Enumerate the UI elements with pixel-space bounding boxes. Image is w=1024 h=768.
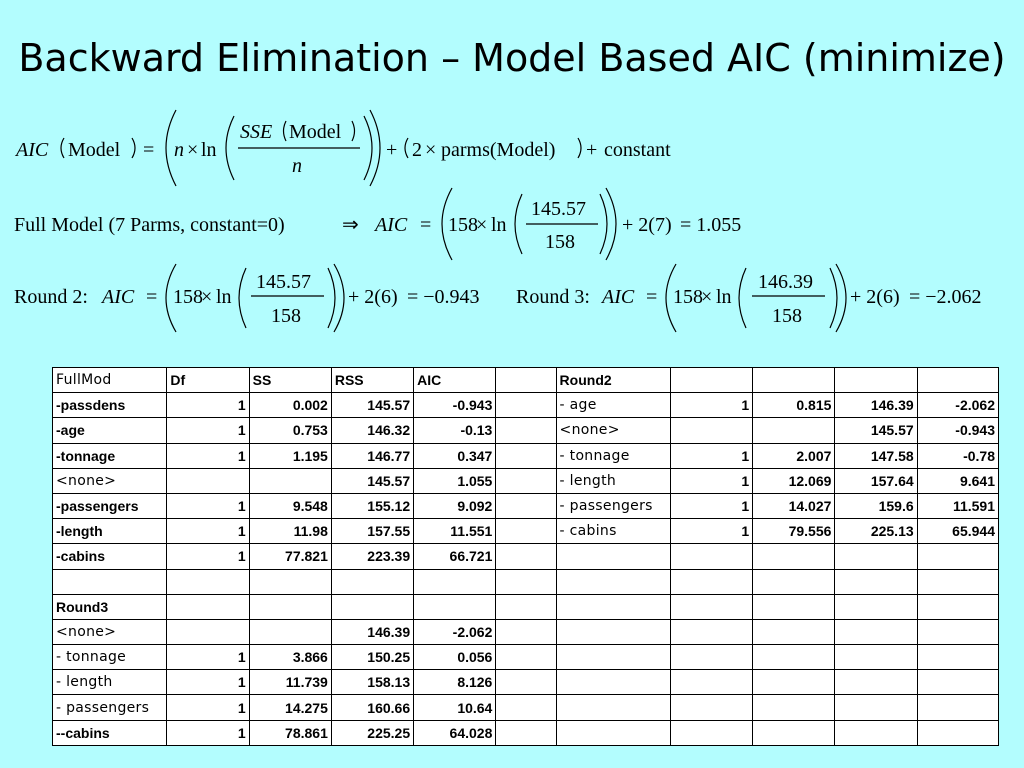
table-row — [53, 695, 999, 720]
round2-denominator: 158 — [271, 305, 301, 327]
table-cell — [917, 544, 998, 569]
table-cell — [670, 418, 752, 443]
table-cell — [496, 544, 556, 569]
table-cell — [835, 695, 917, 720]
table-cell: 1 — [167, 695, 249, 720]
table-cell — [917, 670, 998, 695]
table-cell: 14.027 — [753, 493, 835, 518]
table-cell: FullMod — [53, 368, 167, 393]
table-cell: 1 — [167, 720, 249, 745]
times-sign-2: × — [425, 139, 437, 161]
implies-arrow: ⇒ — [342, 214, 359, 236]
table-cell: SS — [249, 368, 331, 393]
round3-ln: ln — [716, 286, 732, 308]
sse-arg: Model — [289, 121, 342, 143]
table-cell: 12.069 — [753, 468, 835, 493]
table-cell — [670, 645, 752, 670]
table-cell: 146.39 — [835, 393, 917, 418]
table-cell: 157.64 — [835, 468, 917, 493]
table-cell — [917, 619, 998, 644]
table-cell — [753, 368, 835, 393]
table-cell — [835, 619, 917, 644]
table-cell: 158.13 — [331, 670, 413, 695]
aic-results-table — [52, 367, 999, 746]
full-model-equation — [14, 188, 741, 260]
table-cell: 150.25 — [331, 645, 413, 670]
plus-sign-2: + — [586, 139, 598, 161]
table-cell — [753, 544, 835, 569]
full-times: × — [476, 214, 488, 236]
table-cell — [496, 594, 556, 619]
table-row — [53, 519, 999, 544]
table-cell — [496, 569, 556, 594]
table-cell — [835, 720, 917, 745]
plus-sign: + — [386, 139, 398, 161]
round2-result: = −0.943 — [407, 286, 480, 308]
table-cell — [670, 368, 752, 393]
table-cell: - tonnage — [556, 443, 670, 468]
table-cell: 160.66 — [331, 695, 413, 720]
full-ln: ln — [491, 214, 507, 236]
table-cell: 78.861 — [249, 720, 331, 745]
table-cell: 146.39 — [331, 619, 413, 644]
table-cell: --cabins — [53, 720, 167, 745]
table-cell — [835, 594, 917, 619]
full-equals: = — [420, 214, 432, 236]
table-cell: <none> — [556, 418, 670, 443]
table-cell: 65.944 — [917, 519, 998, 544]
slide-title: Backward Elimination – Model Based AIC (minimize) — [18, 36, 1006, 80]
table-cell: 14.275 — [249, 695, 331, 720]
table-cell: -0.78 — [917, 443, 998, 468]
table-row — [53, 645, 999, 670]
full-numerator: 145.57 — [531, 198, 586, 220]
round2-coef: 158 — [173, 286, 203, 308]
table-cell: 1 — [167, 544, 249, 569]
round2-label: Round 2: — [14, 286, 88, 308]
round3-aic-symbol: AIC — [602, 286, 635, 308]
table-cell: 77.821 — [249, 544, 331, 569]
table-cell — [835, 544, 917, 569]
aic-symbol: AIC — [16, 139, 49, 161]
denominator-n: n — [292, 155, 302, 177]
table-cell: RSS — [331, 368, 413, 393]
table-cell — [917, 594, 998, 619]
table-cell — [249, 619, 331, 644]
table-cell — [753, 645, 835, 670]
round2-times: × — [201, 286, 213, 308]
table-cell — [556, 645, 670, 670]
table-cell: 225.13 — [835, 519, 917, 544]
full-penalty: + 2(7) — [622, 214, 672, 236]
table-cell — [753, 695, 835, 720]
aic-equations — [0, 0, 1024, 360]
table-cell: -cabins — [53, 544, 167, 569]
table-cell: 0.347 — [414, 443, 496, 468]
table-cell: -0.943 — [917, 418, 998, 443]
table-cell: Round3 — [53, 594, 167, 619]
table-cell — [496, 645, 556, 670]
table-cell: 1 — [670, 519, 752, 544]
round3-penalty: + 2(6) — [850, 286, 900, 308]
table-cell — [249, 468, 331, 493]
table-cell: 1 — [167, 519, 249, 544]
table-cell — [496, 670, 556, 695]
table-cell — [496, 519, 556, 544]
table-cell — [753, 418, 835, 443]
table-cell: 0.753 — [249, 418, 331, 443]
n-symbol: n — [174, 139, 184, 161]
round2-ln: ln — [216, 286, 232, 308]
table-cell: 1 — [670, 493, 752, 518]
table-cell: 2.007 — [753, 443, 835, 468]
table-cell — [670, 695, 752, 720]
table-cell: 146.32 — [331, 418, 413, 443]
table-cell — [496, 695, 556, 720]
table-cell: 1 — [167, 645, 249, 670]
table-cell: 9.548 — [249, 493, 331, 518]
table-cell: Df — [167, 368, 249, 393]
table-row — [53, 619, 999, 644]
round3-denominator: 158 — [772, 305, 802, 327]
table-cell: -2.062 — [917, 393, 998, 418]
table-cell — [496, 493, 556, 518]
table-cell: -0.13 — [414, 418, 496, 443]
table-cell — [167, 594, 249, 619]
table-cell — [917, 645, 998, 670]
table-cell: 1 — [167, 393, 249, 418]
table-row — [53, 443, 999, 468]
table-cell — [167, 468, 249, 493]
table-cell — [556, 544, 670, 569]
round3-coef: 158 — [673, 286, 703, 308]
table-cell: 11.591 — [917, 493, 998, 518]
table-cell: 11.739 — [249, 670, 331, 695]
parms-model: parms(Model) — [441, 139, 556, 161]
table-cell — [835, 569, 917, 594]
table-cell: 11.551 — [414, 519, 496, 544]
table-cell — [917, 368, 998, 393]
round3-numerator: 146.39 — [758, 271, 813, 293]
table-row — [53, 670, 999, 695]
table-cell — [753, 720, 835, 745]
full-aic-symbol: AIC — [375, 214, 408, 236]
table-cell — [249, 594, 331, 619]
table-cell — [496, 393, 556, 418]
table-cell — [835, 645, 917, 670]
table-cell: 1 — [670, 468, 752, 493]
general-aic-formula — [14, 110, 671, 186]
table-row — [53, 418, 999, 443]
constant-term: constant — [604, 139, 671, 161]
full-denominator: 158 — [545, 231, 575, 253]
table-cell — [496, 720, 556, 745]
table-cell — [835, 670, 917, 695]
table-cell: 225.25 — [331, 720, 413, 745]
sse-symbol: SSE — [240, 121, 273, 143]
table-cell: - cabins — [556, 519, 670, 544]
table-cell: 157.55 — [331, 519, 413, 544]
table-cell: 9.641 — [917, 468, 998, 493]
table-cell — [331, 569, 413, 594]
table-cell — [670, 619, 752, 644]
round3-result: = −2.062 — [909, 286, 982, 308]
table-cell — [917, 720, 998, 745]
table-cell — [670, 569, 752, 594]
table-cell: -passengers — [53, 493, 167, 518]
table-cell — [249, 569, 331, 594]
table-cell — [414, 594, 496, 619]
table-cell — [496, 368, 556, 393]
table-cell — [496, 468, 556, 493]
round2-equation — [14, 264, 480, 332]
two: 2 — [412, 139, 422, 161]
table-cell: -age — [53, 418, 167, 443]
full-result: = 1.055 — [680, 214, 742, 236]
table-cell: -2.062 — [414, 619, 496, 644]
table-cell — [670, 720, 752, 745]
table-cell: AIC — [414, 368, 496, 393]
table-cell — [556, 695, 670, 720]
full-model-label: Full Model (7 Parms, constant=0) — [14, 214, 285, 236]
table-cell: 1 — [167, 493, 249, 518]
table-cell — [331, 594, 413, 619]
table-cell — [53, 569, 167, 594]
table-cell: - age — [556, 393, 670, 418]
table-cell: 1 — [670, 443, 752, 468]
table-cell: 0.056 — [414, 645, 496, 670]
table-cell: 1.195 — [249, 443, 331, 468]
round3-label: Round 3: — [516, 286, 590, 308]
table-cell — [167, 619, 249, 644]
table-cell: 1 — [167, 418, 249, 443]
table-cell: - tonnage — [53, 645, 167, 670]
table-cell: <none> — [53, 619, 167, 644]
table-cell: 145.57 — [331, 468, 413, 493]
table-cell — [670, 594, 752, 619]
table-cell: 3.866 — [249, 645, 331, 670]
table-row — [53, 544, 999, 569]
table-cell — [670, 544, 752, 569]
table-cell: 9.092 — [414, 493, 496, 518]
table-cell — [753, 569, 835, 594]
round3-equation — [516, 264, 982, 332]
table-cell: 66.721 — [414, 544, 496, 569]
round3-equals: = — [646, 286, 658, 308]
table-cell — [670, 670, 752, 695]
table-cell — [496, 418, 556, 443]
table-row — [53, 468, 999, 493]
table-cell: 0.815 — [753, 393, 835, 418]
table-cell: 0.002 — [249, 393, 331, 418]
table-cell — [917, 569, 998, 594]
round2-penalty: + 2(6) — [348, 286, 398, 308]
table-cell: - length — [556, 468, 670, 493]
table-cell — [917, 695, 998, 720]
table-cell: -0.943 — [414, 393, 496, 418]
table-cell: 8.126 — [414, 670, 496, 695]
table-cell: - length — [53, 670, 167, 695]
table-row — [53, 393, 999, 418]
table-cell: 147.58 — [835, 443, 917, 468]
equals-sign: = — [143, 139, 155, 161]
table-cell: -passdens — [53, 393, 167, 418]
table-cell: 11.98 — [249, 519, 331, 544]
table-row — [53, 368, 999, 393]
table-cell — [556, 569, 670, 594]
table-cell — [496, 619, 556, 644]
table-cell: -tonnage — [53, 443, 167, 468]
table-cell: 155.12 — [331, 493, 413, 518]
ln-symbol: ln — [201, 139, 217, 161]
table-cell — [167, 569, 249, 594]
full-coef: 158 — [448, 214, 478, 236]
table-cell: 79.556 — [753, 519, 835, 544]
model-arg: Model — [68, 139, 121, 161]
table-row — [53, 493, 999, 518]
times-sign: × — [187, 139, 199, 161]
table-cell: 159.6 — [835, 493, 917, 518]
round2-aic-symbol: AIC — [102, 286, 135, 308]
round2-equals: = — [146, 286, 158, 308]
table-cell — [835, 368, 917, 393]
table-cell: - passengers — [53, 695, 167, 720]
table-cell: Round2 — [556, 368, 670, 393]
table-row — [53, 594, 999, 619]
table-cell — [556, 670, 670, 695]
table-cell — [753, 594, 835, 619]
table-cell: -length — [53, 519, 167, 544]
table-cell — [414, 569, 496, 594]
table-cell — [556, 720, 670, 745]
table-row — [53, 720, 999, 745]
table-cell: 1 — [167, 443, 249, 468]
table-cell — [753, 619, 835, 644]
table-cell: 146.77 — [331, 443, 413, 468]
table-cell: 10.64 — [414, 695, 496, 720]
table-cell: 145.57 — [835, 418, 917, 443]
table-row — [53, 569, 999, 594]
table-cell — [556, 619, 670, 644]
table-cell — [496, 443, 556, 468]
table-cell: <none> — [53, 468, 167, 493]
round2-numerator: 145.57 — [256, 271, 311, 293]
table-cell — [753, 670, 835, 695]
table-cell: 145.57 — [331, 393, 413, 418]
table-cell: 64.028 — [414, 720, 496, 745]
table-cell: - passengers — [556, 493, 670, 518]
round3-times: × — [701, 286, 713, 308]
table-cell: 1 — [670, 393, 752, 418]
table-cell: 223.39 — [331, 544, 413, 569]
table-cell: 1.055 — [414, 468, 496, 493]
table-cell — [556, 594, 670, 619]
table-cell: 1 — [167, 670, 249, 695]
